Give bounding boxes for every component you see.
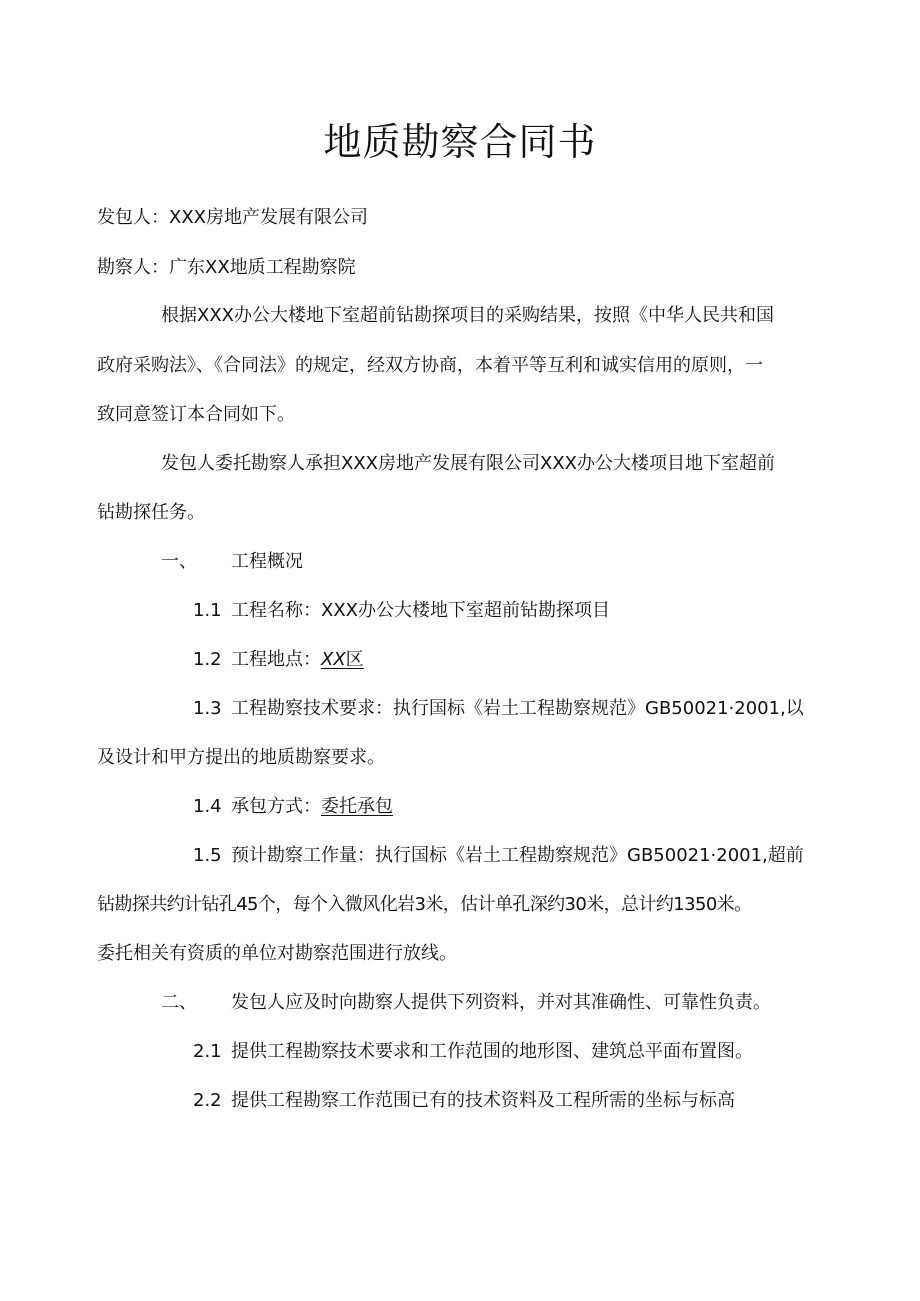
item-1-2-number: 1.2 [193,649,222,670]
item-1-4-number: 1.4 [193,796,222,817]
item-1-3-line-1: 工程勘察技术要求：执行国标《岩土工程勘察规范》GB50021·2001,以 [231,698,804,719]
commission-line-2: 钻勘探任务。 [97,502,205,523]
item-1-5-line-3: 委托相关有资质的单位对勘察范围进行放线。 [97,943,457,964]
location-value-em: XX [321,649,346,670]
item-1-2-text [231,648,364,672]
section-1-heading: 工程概况 [231,551,303,572]
document-title: 地质勘察合同书 [323,120,597,165]
party-a-line: 发包人：XXX房地产发展有限公司 [97,207,368,228]
item-1-1-text: 工程名称：XXX办公大楼地下室超前钻勘探项目 [231,600,610,621]
item-1-1-number: 1.1 [193,600,222,621]
item-1-3-number: 1.3 [193,698,222,719]
commission-line-1: 发包人委托勘察人承担XXX房地产发展有限公司XXX办公大楼项目地下室超前 [161,453,775,474]
item-2-1-text: 提供工程勘察技术要求和工作范围的地形图、建筑总平面布置图。 [231,1041,753,1062]
contract-mode-value: 委托承包 [321,796,393,817]
section-2-number: 二、 [161,992,197,1013]
item-2-1-number: 2.1 [193,1041,222,1062]
item-1-5-number: 1.5 [193,845,222,866]
item-1-4-text [231,795,393,819]
item-2-2-number: 2.2 [193,1090,222,1111]
item-1-5-line-1: 预计勘察工作量：执行国标《岩土工程勘察规范》GB50021·2001,超前 [231,845,804,866]
location-value [321,649,364,670]
preamble-line-3: 致同意签订本合同如下。 [97,404,295,425]
section-2-heading: 发包人应及时向勘察人提供下列资料，并对其准确性、可靠性负责。 [231,992,771,1013]
location-label: 工程地点： [231,649,321,670]
item-1-3-line-2: 及设计和甲方提出的地质勘察要求。 [97,747,385,768]
preamble-line-2: 政府采购法》、《合同法》的规定，经双方协商，本着平等互利和诚实信用的原则，一 [97,355,763,376]
item-2-2-text: 提供工程勘察工作范围已有的技术资料及工程所需的坐标与标高 [231,1090,735,1111]
item-1-5-line-2: 钻勘探共约计钻孔45个，每个入微风化岩3米，估计单孔深约30米，总计约1350米。 [97,894,752,915]
party-b-line: 勘察人：广东XX地质工程勘察院 [97,257,356,278]
preamble-line-1: 根据XXX办公大楼地下室超前钻勘探项目的采购结果，按照《中华人民共和国 [161,305,774,326]
contract-mode-label: 承包方式： [231,796,321,817]
location-value-suffix: 区 [345,649,364,670]
section-1-number: 一、 [161,551,197,572]
